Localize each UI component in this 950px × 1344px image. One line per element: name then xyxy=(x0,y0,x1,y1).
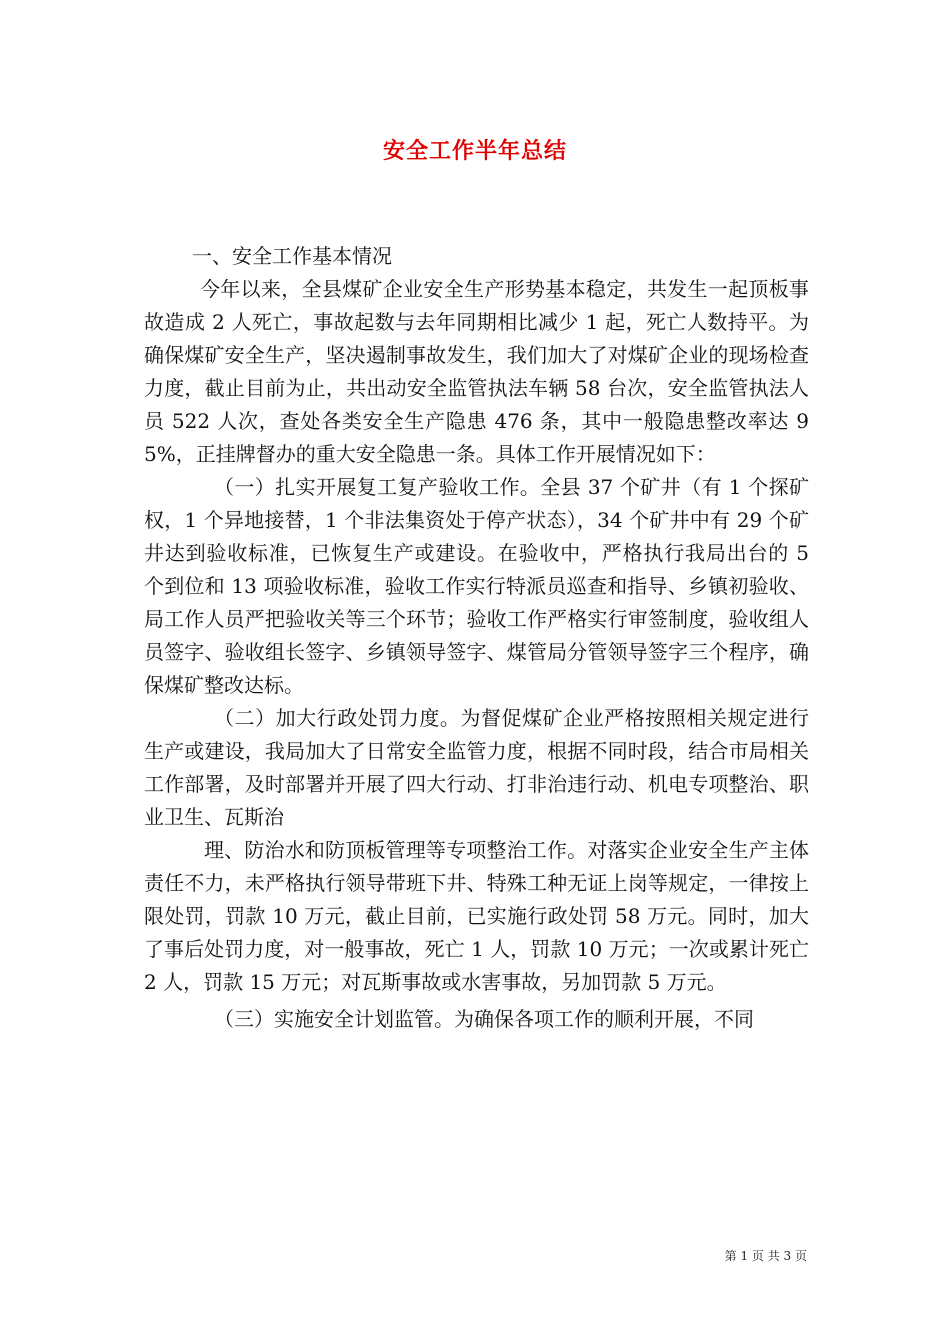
paragraph-item-3: （三）实施安全计划监管。为确保各项工作的顺利开展，不同 xyxy=(214,1007,754,1031)
paragraph-item-2: （二）加大行政处罚力度。为督促煤矿企业严格按照相关规定进行生产或建设，我局加大了日常安全监管力度，根据不同时段，结合市局相关工作部署，及时部署并开展了四大行动、打非治违行动、机电专项整治、职业卫生、瓦斯治 xyxy=(144,706,809,829)
paragraph-overview: 今年以来，全县煤矿企业安全生产形势基本稳定，共发生一起顶板事故造成 2 人死亡，事故起数与去年同期相比减少 1 起，死亡人数持平。为确保煤矿安全生产，坚决遏制事故发生，我们加大了对煤矿企业的现场检查力度，截止目前为止，共出动安全监管执法车辆 58 台次，安全监管执法人员 522 人次，查处各类安全生产隐患 476 条，其中一般隐患整改率达 95%，正挂牌督办的重大安全隐患一条。具体工作开展情况如下： xyxy=(144,277,809,466)
page-number-footer: 第 1 页 共 3 页 xyxy=(724,1249,807,1263)
document-body xyxy=(144,240,809,1036)
paragraph-item-1: （一）扎实开展复工复产验收工作。全县 37 个矿井（有 1 个探矿权，1 个异地接替，1 个非法集资处于停产状态），34 个矿井中有 29 个矿井达到验收标准，已恢复生产或建设。在验收中，严格执行我局出台的 5 个到位和 13 项验收标准，验收工作实行特派员巡查和指导、乡镇初验收、局工作人员严把验收关等三个环节；验收工作严格实行审签制度，验收组人员签字、验收组长签字、乡镇领导签字、煤管局分管领导签字三个程序，确保煤矿整改达标。 xyxy=(144,475,809,697)
paragraph-item-2-continued: 理、防治水和防顶板管理等专项整治工作。对落实企业安全生产主体责任不力，未严格执行领导带班下井、特殊工种无证上岗等规定，一律按上限处罚，罚款 10 万元，截止目前，已实施行政处罚 58 万元。同时，加大了事后处罚力度，对一般事故，死亡 1 人，罚款 10 万元；一次或累计死亡 2 人，罚款 15 万元；对瓦斯事故或水害事故，另加罚款 5 万元。 xyxy=(144,838,809,994)
section-heading: 一、安全工作基本情况 xyxy=(192,244,392,268)
document-title: 安全工作半年总结 xyxy=(382,138,567,164)
